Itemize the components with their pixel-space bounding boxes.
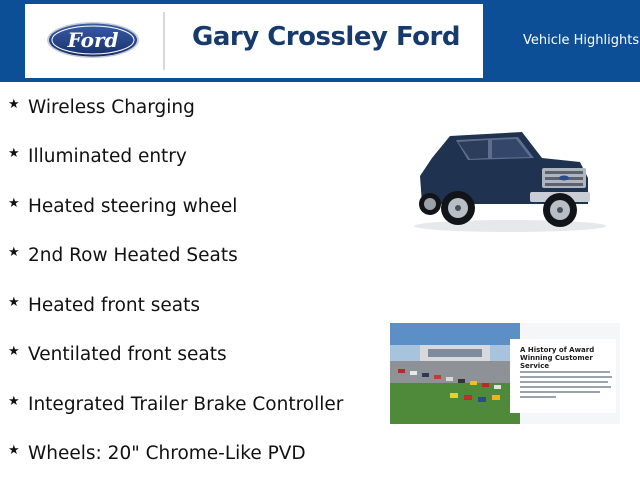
feature-item [8, 192, 237, 220]
feature-item [8, 291, 200, 319]
feature-label: Ventilated front seats [28, 343, 227, 365]
award-card-body-text [520, 371, 612, 401]
star-icon: ★ [8, 442, 20, 458]
star-icon: ★ [8, 343, 20, 359]
award-promo-card[interactable] [390, 323, 620, 424]
ford-logo-icon [46, 21, 140, 59]
ford-logo-text: Ford [67, 28, 119, 52]
star-icon: ★ [8, 393, 20, 409]
dealer-logo-panel[interactable] [25, 4, 483, 78]
feature-item [8, 390, 343, 418]
feature-item [8, 142, 187, 170]
feature-item [8, 340, 227, 368]
feature-label: Wireless Charging [28, 96, 195, 118]
feature-label: Heated front seats [28, 294, 201, 316]
star-icon: ★ [8, 294, 20, 310]
feature-item [8, 439, 306, 467]
feature-item [8, 93, 195, 121]
header-bar [0, 0, 640, 82]
star-icon: ★ [8, 195, 20, 211]
vehicle-highlights-label: Vehicle Highlights [523, 33, 640, 48]
feature-label: Illuminated entry [28, 145, 187, 167]
feature-label: Wheels: 20" Chrome-Like PVD [28, 442, 306, 464]
truck-image [410, 118, 610, 236]
dealer-name: Gary Crossley Ford [192, 22, 460, 52]
award-card-title: A History of Award Winning Customer Service [520, 346, 595, 370]
star-icon: ★ [8, 96, 20, 112]
feature-label: Heated steering wheel [28, 195, 238, 217]
feature-item [8, 241, 238, 269]
star-icon: ★ [8, 244, 20, 260]
feature-label: Integrated Trailer Brake Controller [28, 393, 344, 415]
feature-label: 2nd Row Heated Seats [28, 244, 238, 266]
star-icon: ★ [8, 145, 20, 161]
logo-divider [163, 12, 165, 70]
